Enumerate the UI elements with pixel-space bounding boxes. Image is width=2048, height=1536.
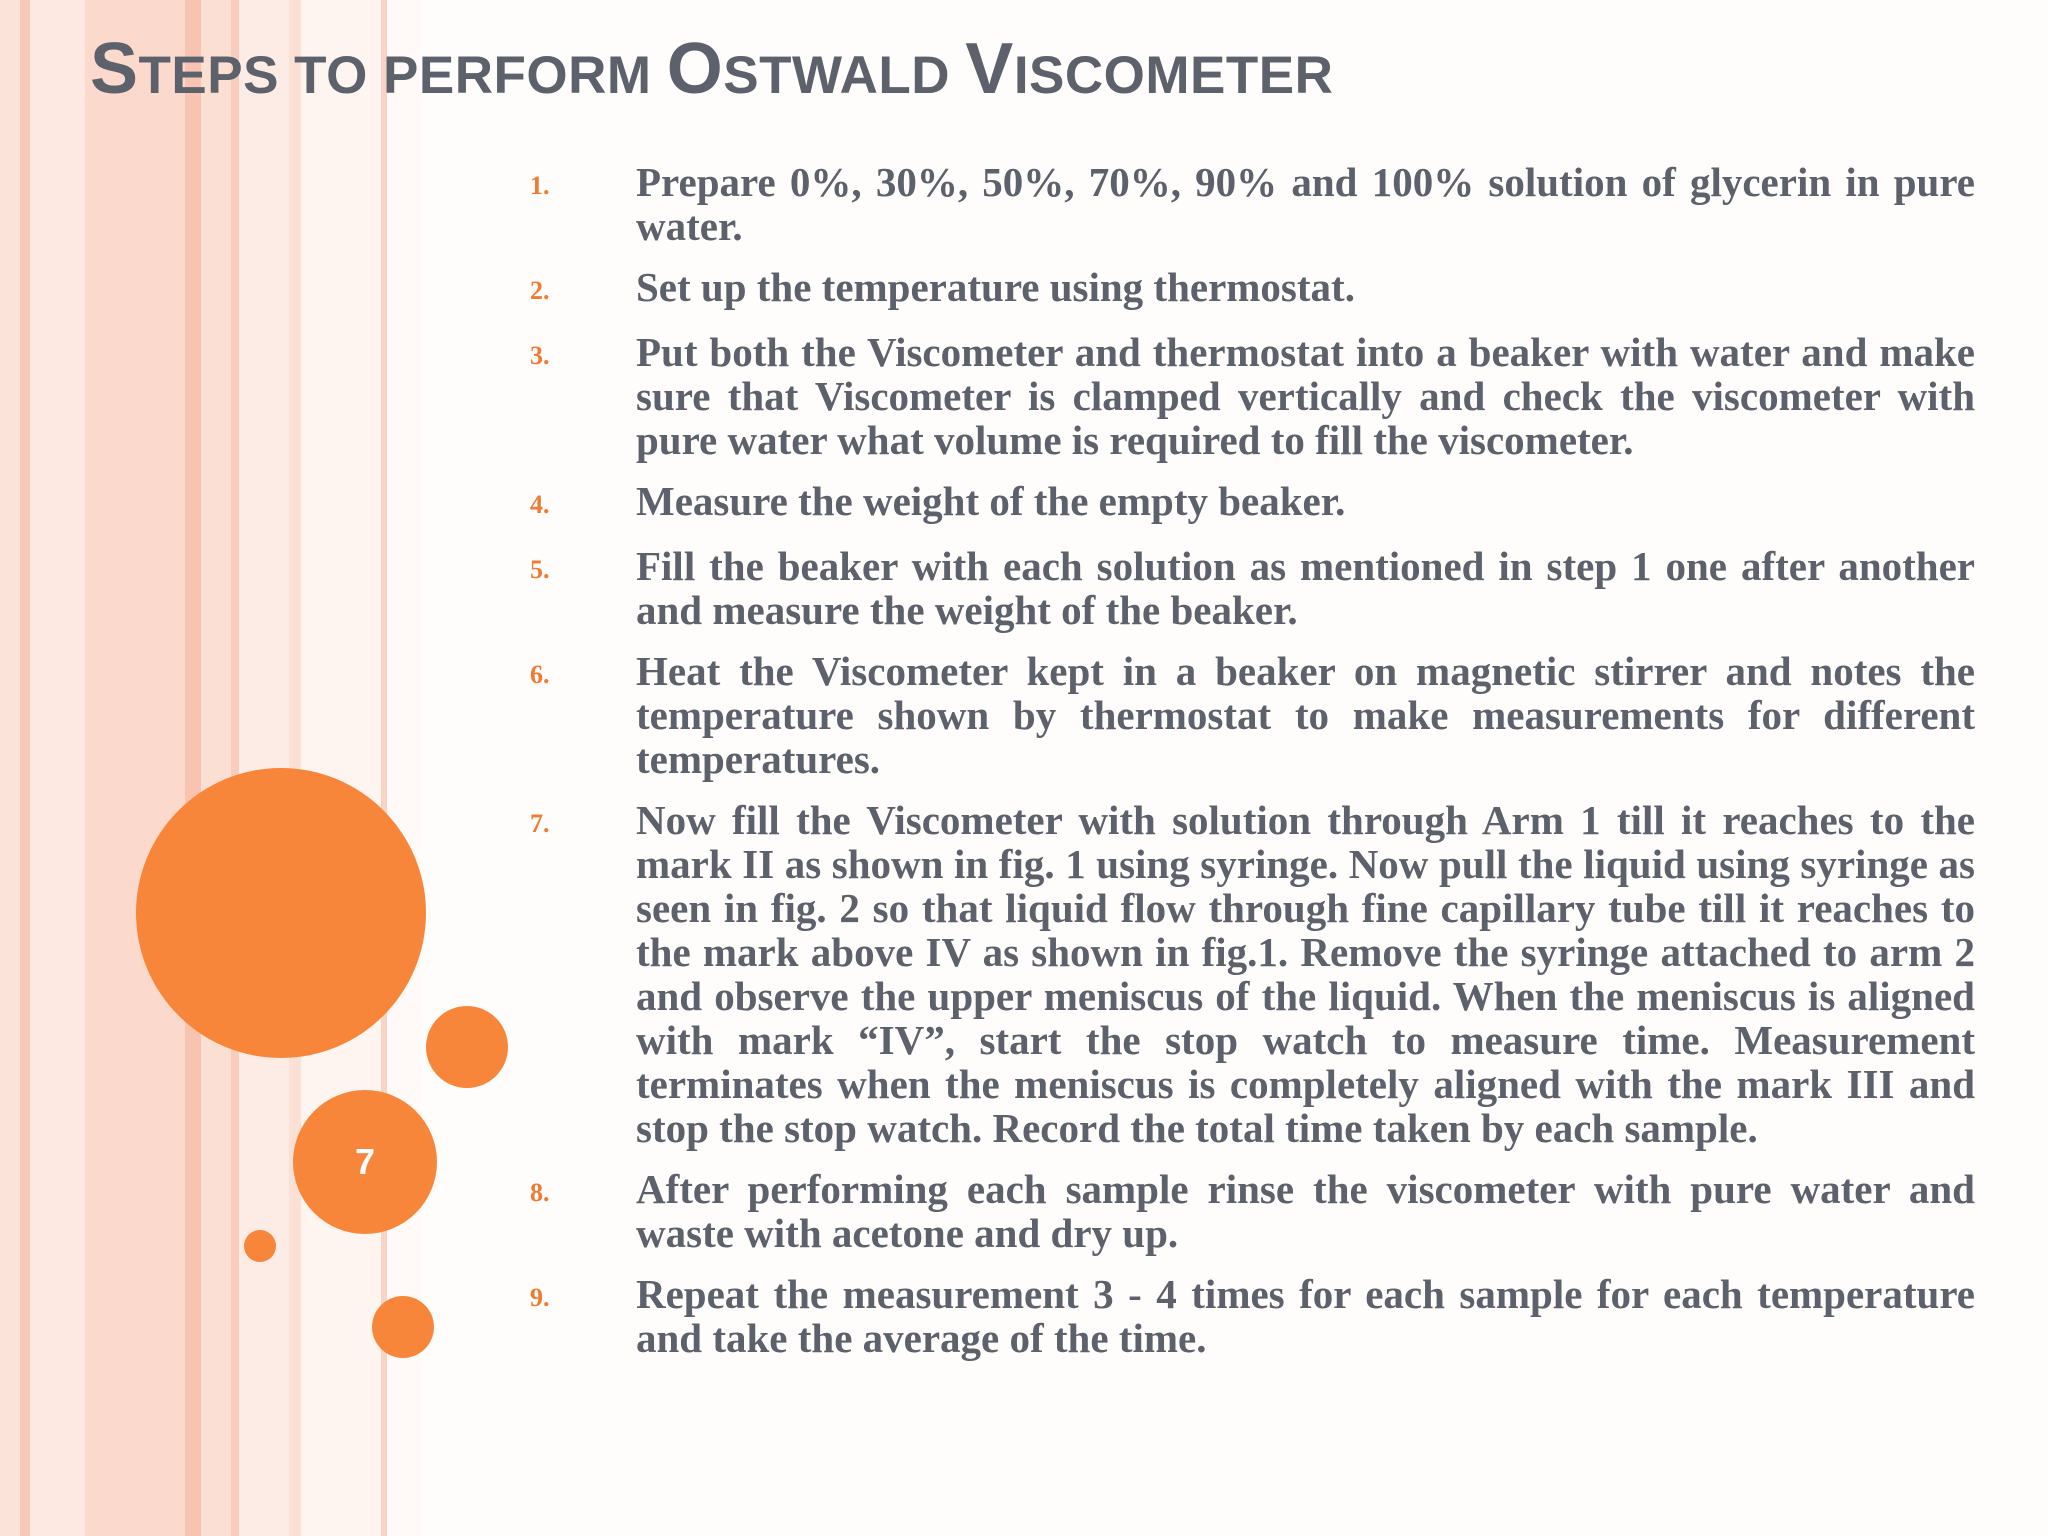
step-text: Put both the Viscometer and thermostat into a beaker with water and make sure that Viscometer is clamped vertically and check the viscometer with pure water what volume is required to fill the viscometer. (636, 329, 1975, 463)
decorative-circle-medium (372, 1296, 434, 1358)
stripe (0, 0, 20, 1536)
decorative-stripes (0, 0, 420, 1536)
step-number: 7. (530, 809, 550, 838)
stripe (20, 0, 30, 1536)
title-part: V (965, 29, 1014, 109)
list-item (530, 160, 1975, 248)
step-number: 2. (530, 276, 550, 305)
stripe (201, 0, 231, 1536)
step-text: Set up the temperature using thermostat. (636, 264, 1355, 310)
page-number: 7 (354, 1141, 376, 1182)
title-part: O (666, 29, 724, 109)
step-number: 9. (530, 1283, 550, 1312)
list-item (530, 479, 1975, 527)
title-part: STWALD (723, 46, 966, 105)
step-text: Measure the weight of the empty beaker. (636, 478, 1346, 524)
title-part: ISCOMETER (1013, 46, 1334, 105)
list-item (530, 330, 1975, 462)
step-number: 3. (530, 341, 550, 370)
decorative-circle-large (136, 768, 426, 1058)
step-number: 8. (530, 1178, 550, 1207)
stripe (231, 0, 239, 1536)
step-number: 1. (530, 171, 550, 200)
list-item (530, 798, 1975, 1150)
decorative-circle-tiny (244, 1230, 276, 1262)
step-number: 4. (530, 490, 550, 519)
decorative-circle-small (426, 1006, 508, 1088)
title-part: S (90, 29, 139, 109)
step-text: Fill the beaker with each solution as mentioned in step 1 one after another and measure the weight of the beaker. (636, 543, 1975, 633)
stripe (85, 0, 185, 1536)
step-number: 5. (530, 555, 550, 584)
stripe (30, 0, 85, 1536)
list-item (530, 1272, 1975, 1360)
step-number: 6. (530, 660, 550, 689)
step-text: Heat the Viscometer kept in a beaker on magnetic stirrer and notes the temperature shown by thermostat to make measurements for different temperatures. (636, 648, 1975, 782)
step-text: After performing each sample rinse the viscometer with pure water and waste with acetone and dry up. (636, 1166, 1975, 1256)
page-title (90, 24, 1333, 121)
list-item (530, 649, 1975, 781)
list-item (530, 265, 1975, 313)
step-text: Repeat the measurement 3 - 4 times for each sample for each temperature and take the average of the time. (636, 1271, 1975, 1361)
list-item (530, 544, 1975, 632)
steps-list (530, 160, 1975, 1377)
list-item (530, 1167, 1975, 1255)
title-part: TEPS TO PERFORM (138, 46, 667, 105)
step-text: Now fill the Viscometer with solution through Arm 1 till it reaches to the mark II as shown in fig. 1 using syringe. Now pull the liquid using syringe as seen in fig. 2 so that liquid flow through fine capillary tube till it reaches to the mark above IV as shown in fig.1. Remove the syringe attached to arm 2 and observe the upper meniscus of the liquid. When the meniscus is aligned with mark “IV”, start the stop watch to measure time. Measurement terminates when the meniscus is completely aligned with the mark III and stop the stop watch. Record the total time taken by each sample. (636, 797, 1975, 1151)
stripe (301, 0, 381, 1536)
stripe (185, 0, 201, 1536)
step-text: Prepare 0%, 30%, 50%, 70%, 90% and 100% solution of glycerin in pure water. (636, 159, 1975, 249)
